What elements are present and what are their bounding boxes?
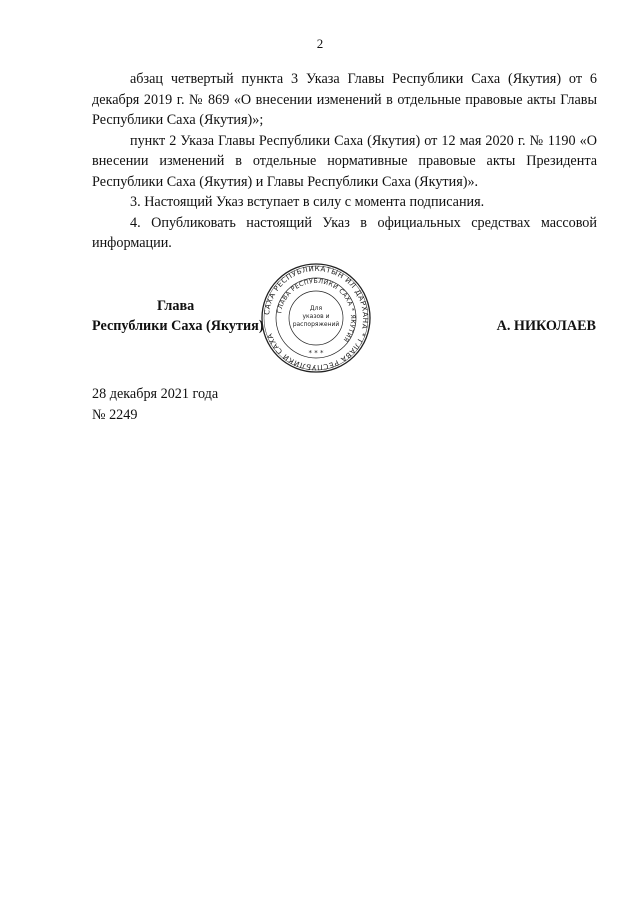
seal-inner-text: ГЛАВА РЕСПУБЛИКИ САХА * ЯКУТИЯ: [276, 277, 357, 344]
paragraph-1: абзац четвертый пункта 3 Указа Главы Республики Саха (Якутия) от 6 декабря 2019 г. № 869 «О внесении изменений в отдельные правовые акты Главы Республики Саха (Якутия)»;: [92, 71, 597, 128]
document-body: [92, 69, 597, 254]
seal-star-mark: * * *: [308, 349, 324, 357]
signatory-title-line2: Республики Саха (Якутия): [92, 318, 264, 334]
paragraph-4: 4. Опубликовать настоящий Указ в официальных средствах массовой информации.: [92, 214, 597, 251]
paragraph-3: 3. Настоящий Указ вступает в силу с момента подписания.: [130, 194, 485, 210]
seal-center-line2: указов и: [302, 313, 330, 320]
signatory-title-line1: Глава: [157, 298, 195, 314]
seal-outer-text: САХА РЕСПУБЛИКАТЫН ИЛ ДАРХАНА * ГЛАВА РЕСПУБЛИКИ САХА: [262, 263, 371, 373]
seal-center-line3: распоряжений: [292, 321, 340, 328]
document-date: 28 декабря 2021 года: [92, 386, 219, 402]
signatory-name: А. НИКОЛАЕВ: [496, 318, 596, 334]
seal-center-line1: Для: [309, 305, 323, 312]
page-number: 2: [316, 36, 324, 51]
official-seal-stamp: [260, 262, 372, 374]
paragraph-2: пункт 2 Указа Главы Республики Саха (Якутия) от 12 мая 2020 г. № 1190 «О внесении изменений в отдельные нормативные правовые акты Президента Республики Саха (Якутия) и Главы Республики Саха (Якутия)».: [92, 132, 597, 190]
document-number: № 2249: [92, 407, 138, 423]
